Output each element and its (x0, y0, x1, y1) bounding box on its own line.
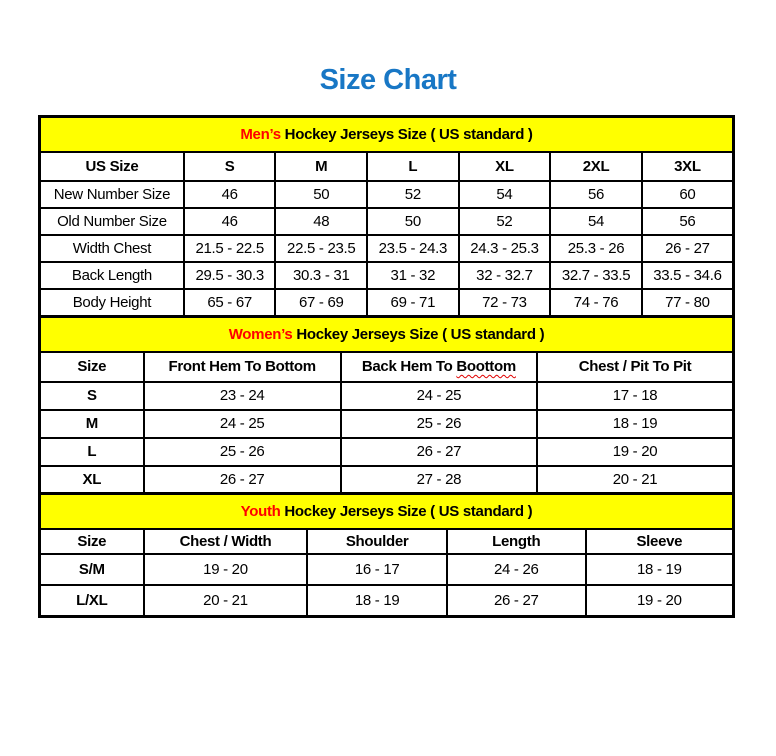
table-cell: 50 (367, 208, 459, 235)
table-cell: 25 - 26 (144, 438, 341, 466)
womens-banner (40, 316, 734, 352)
table-cell: 33.5 - 34.6 (642, 262, 734, 289)
table-cell: 52 (367, 181, 459, 208)
table-cell: 23.5 - 24.3 (367, 235, 459, 262)
table-cell: 19 - 20 (144, 554, 308, 585)
row-label: New Number Size (40, 181, 184, 208)
table-cell: 72 - 73 (459, 289, 551, 316)
table-row (40, 438, 734, 466)
row-label: M (40, 410, 144, 438)
column-header: 2XL (550, 152, 642, 181)
column-header: Chest / Pit To Pit (537, 352, 733, 382)
table-row (40, 382, 734, 410)
row-label: S/M (40, 554, 144, 585)
table-cell: 60 (642, 181, 734, 208)
table-cell: 65 - 67 (184, 289, 276, 316)
table-row (40, 208, 734, 235)
table-cell: 24.3 - 25.3 (459, 235, 551, 262)
table-cell: 56 (642, 208, 734, 235)
banner-highlight: Women’s (228, 325, 293, 343)
row-label: L/XL (40, 585, 144, 616)
row-label: Old Number Size (40, 208, 184, 235)
table-row (40, 289, 734, 316)
banner-text: Hockey Jerseys Size ( US standard ) (280, 503, 533, 520)
table-cell: 26 - 27 (144, 466, 341, 494)
table-cell: 69 - 71 (367, 289, 459, 316)
youth-header-row (40, 529, 734, 554)
table-cell: 24 - 25 (341, 382, 537, 410)
column-header: Sleeve (586, 529, 734, 554)
table-row (40, 262, 734, 289)
table-cell: 26 - 27 (341, 438, 537, 466)
mens-banner (40, 117, 734, 153)
table-cell: 19 - 20 (586, 585, 734, 616)
mens-header-row (40, 152, 734, 181)
womens-banner-row (40, 316, 734, 352)
banner-text: Hockey Jerseys Size ( US standard ) (280, 126, 533, 143)
table-row (40, 554, 734, 585)
banner-text: Hockey Jerseys Size ( US standard ) (292, 325, 545, 343)
table-cell: 25 - 26 (341, 410, 537, 438)
mens-size-table (38, 115, 735, 318)
table-cell: 19 - 20 (537, 438, 733, 466)
table-cell: 24 - 26 (447, 554, 586, 585)
column-header: Front Hem To Bottom (144, 352, 341, 382)
table-cell: 32.7 - 33.5 (550, 262, 642, 289)
table-cell: 27 - 28 (341, 466, 537, 494)
column-header: Shoulder (307, 529, 446, 554)
table-cell: 54 (550, 208, 642, 235)
table-cell: 30.3 - 31 (275, 262, 367, 289)
column-header: XL (459, 152, 551, 181)
table-row (40, 410, 734, 438)
table-cell: 77 - 80 (642, 289, 734, 316)
table-row (40, 466, 734, 494)
table-cell: 26 - 27 (447, 585, 586, 616)
table-cell: 52 (459, 208, 551, 235)
table-cell: 54 (459, 181, 551, 208)
table-cell: 26 - 27 (642, 235, 734, 262)
womens-header-row (40, 352, 734, 382)
table-row (40, 235, 734, 262)
column-header: L (367, 152, 459, 181)
table-cell: 46 (184, 181, 276, 208)
table-cell: 20 - 21 (537, 466, 733, 494)
column-header: 3XL (642, 152, 734, 181)
table-cell: 48 (275, 208, 367, 235)
column-header: Chest / Width (144, 529, 308, 554)
table-cell: 25.3 - 26 (550, 235, 642, 262)
column-header: M (275, 152, 367, 181)
row-label: S (40, 382, 144, 410)
column-header: Size (40, 352, 144, 382)
youth-size-table (38, 492, 735, 618)
table-cell: 18 - 19 (586, 554, 734, 585)
row-label: Width Chest (40, 235, 184, 262)
column-header: S (184, 152, 276, 181)
banner-highlight: Youth (240, 503, 281, 520)
table-cell: 67 - 69 (275, 289, 367, 316)
table-cell: 31 - 32 (367, 262, 459, 289)
table-cell: 50 (275, 181, 367, 208)
table-cell: 18 - 19 (307, 585, 446, 616)
womens-size-table (38, 315, 735, 496)
row-label: XL (40, 466, 144, 494)
page-title: Size Chart (319, 64, 457, 96)
row-label: L (40, 438, 144, 466)
table-cell: 21.5 - 22.5 (184, 235, 276, 262)
table-cell: 24 - 25 (144, 410, 341, 438)
table-cell: 23 - 24 (144, 382, 341, 410)
youth-banner-row (40, 494, 734, 530)
table-cell: 20 - 21 (144, 585, 308, 616)
column-header: Size (40, 529, 144, 554)
youth-banner (40, 494, 734, 530)
size-tables (38, 115, 735, 618)
table-cell: 17 - 18 (537, 382, 733, 410)
table-cell: 22.5 - 23.5 (275, 235, 367, 262)
table-row (40, 181, 734, 208)
column-header: US Size (40, 152, 184, 181)
row-label: Back Length (40, 262, 184, 289)
column-header: Back Hem To Boottom (341, 352, 537, 382)
table-row (40, 585, 734, 616)
table-cell: 56 (550, 181, 642, 208)
table-cell: 32 - 32.7 (459, 262, 551, 289)
table-cell: 46 (184, 208, 276, 235)
table-cell: 16 - 17 (307, 554, 446, 585)
banner-highlight: Men’s (240, 126, 281, 143)
row-label: Body Height (40, 289, 184, 316)
table-cell: 29.5 - 30.3 (184, 262, 276, 289)
mens-banner-row (40, 117, 734, 153)
column-header: Length (447, 529, 586, 554)
misspelled-word: Boottom (456, 358, 516, 375)
table-cell: 18 - 19 (537, 410, 733, 438)
table-cell: 74 - 76 (550, 289, 642, 316)
